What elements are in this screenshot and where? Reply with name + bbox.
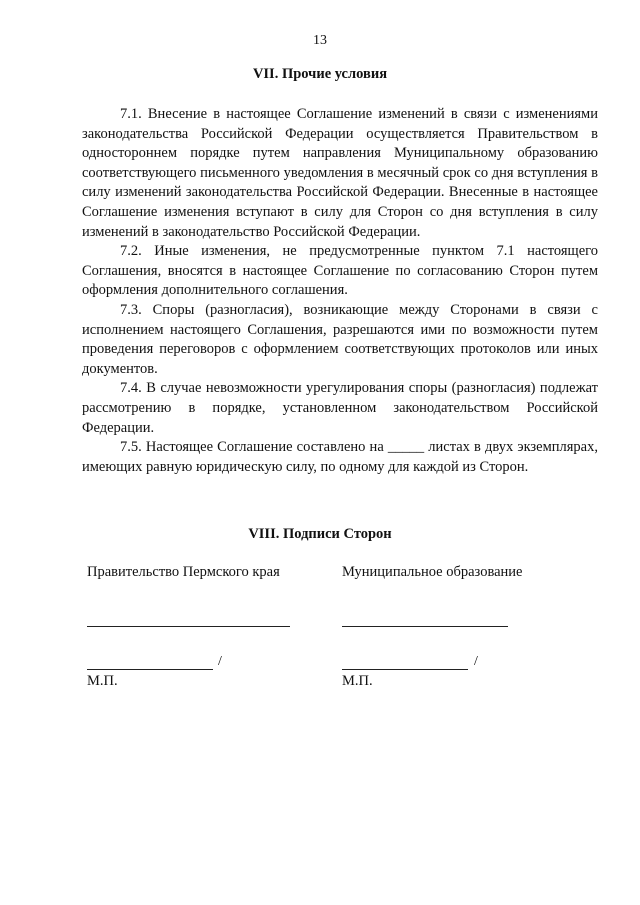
section-7-title: VII. Прочие условия [252, 66, 388, 82]
paragraph-7-5: 7.5. Настоящее Соглашение составлено на _____ листах в двух экземплярах, имеющих равную юридическую силу, по одному для каждой из Сторон. [82, 439, 598, 475]
left-party-name: Правительство Пермского края [87, 564, 280, 580]
section-8-title: VIII. Подписи Сторон [248, 526, 392, 542]
left-name-line [87, 669, 213, 670]
right-seal-label: М.П. [342, 673, 373, 689]
page-number: 13 [313, 33, 327, 48]
left-slash: / [218, 654, 222, 669]
right-name-line [342, 669, 468, 670]
paragraph-7-4: 7.4. В случае невозможности урегулирования споры (разногласия) подлежат рассмотрению в порядке, установленном законодательством Российской Федерации. [82, 380, 598, 436]
right-signature-line [342, 626, 508, 627]
section-7-body [82, 105, 598, 477]
left-seal-label: М.П. [87, 673, 118, 689]
right-slash: / [474, 654, 478, 669]
right-party-name: Муниципальное образование [342, 564, 523, 580]
paragraph-7-2: 7.2. Иные изменения, не предусмотренные пунктом 7.1 настоящего Соглашения, вносятся в настоящее Соглашение по согласованию Сторон путем оформления дополнительного соглашения. [82, 243, 598, 299]
left-signature-line [87, 626, 290, 627]
paragraph-7-1: 7.1. Внесение в настоящее Соглашение изменений в связи с изменениями законодательства Российской Федерации осуществляется Правительством в одностороннем порядке путем направления Муниципальному образованию соответствующего письменного уведомления в месячный срок со дня вступления в силу изменений законодательства Российской Федерации. Внесенные в настоящее Соглашение изменения вступают в силу для Сторон со дня вступления в силу изменений в законодательство Российской Федерации. [82, 106, 598, 240]
paragraph-7-3: 7.3. Споры (разногласия), возникающие между Сторонами в связи с исполнением настоящего Соглашения, разрешаются ими по возможности путем проведения переговоров с оформлением соответствующих протоколов или иных документов. [82, 301, 598, 377]
